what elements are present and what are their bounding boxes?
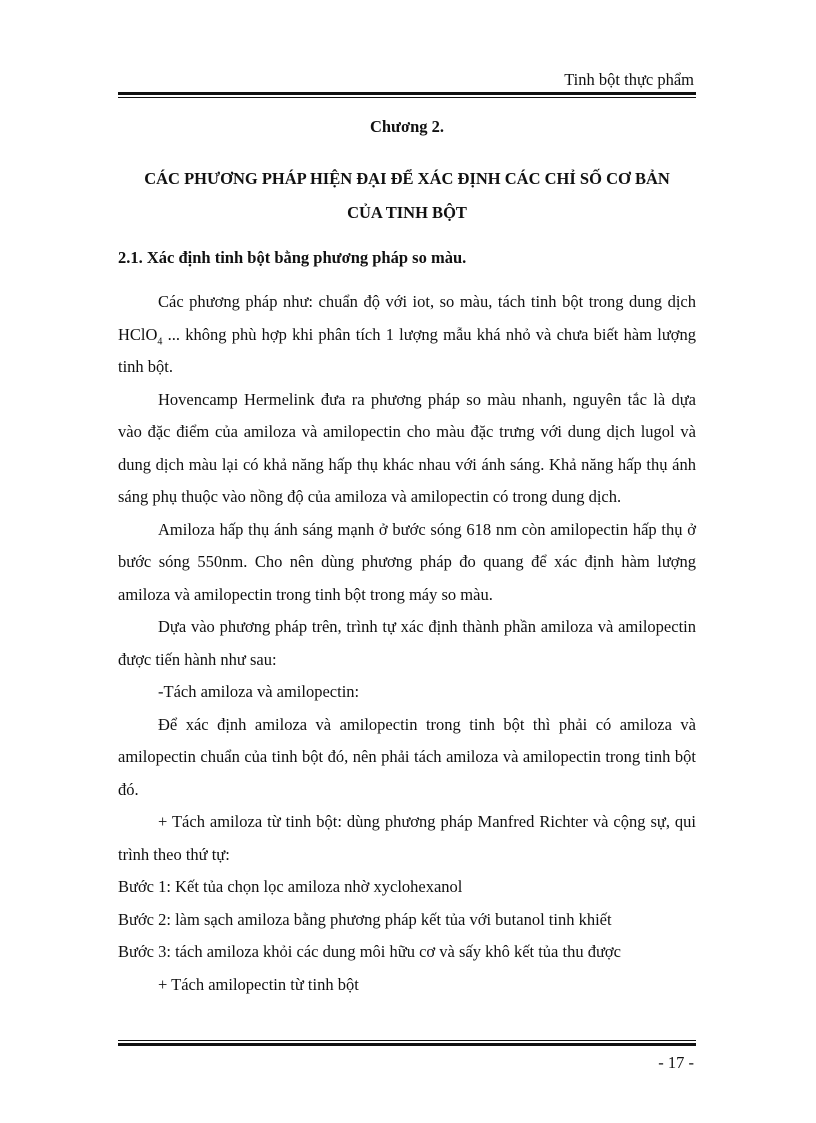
chapter-heading-line-1: CÁC PHƯƠNG PHÁP HIỆN ĐẠI ĐỂ XÁC ĐỊNH CÁC CHỈ SỐ CƠ BẢN [144,169,670,188]
section-title: 2.1. Xác định tinh bột bằng phương pháp so màu. [118,248,467,267]
chapter-heading [118,162,696,230]
paragraph-4: Dựa vào phương pháp trên, trình tự xác định thành phần amiloza và amilopectin được tiến hành như sau: [118,617,696,669]
paragraph-8: + Tách amilopectin từ tinh bột [158,974,359,994]
paragraph-6: Để xác định amiloza và amilopectin trong tinh bột thì phải có amiloza và amilopectin chuẩn của tinh bột đó, nên phải tách amiloza và amilopectin trong tinh bột đó. [118,714,696,799]
paragraph-1-part-a: Các phương pháp như: chuẩn độ với iot, so màu, tách tinh bột trong dung dịch HClO [118,292,696,344]
header-rule [118,92,696,98]
paragraph-1-part-b: ... không phù hợp khi phân tích 1 lượng mẫu khá nhỏ và chưa biết hàm lượng tinh bột. [118,324,696,376]
paragraph-3: Amiloza hấp thụ ánh sáng mạnh ở bước sóng 618 nm còn amilopectin hấp thụ ở bước sóng 550nm. Cho nên dùng phương pháp đo quang để xác định hàm lượng amiloza và amilopectin trong tinh bột trong máy so màu. [118,519,696,604]
step-2: Bước 2: làm sạch amiloza bằng phương pháp kết tủa với butanol tinh khiết [118,909,612,929]
page-number: - 17 - [658,1053,694,1072]
body-text [118,286,696,1001]
step-1: Bước 1: Kết tủa chọn lọc amiloza nhờ xyclohexanol [118,877,463,896]
subscript: 4 [157,335,163,347]
paragraph-7: + Tách amiloza từ tinh bột: dùng phương pháp Manfred Richter và cộng sự, qui trình theo thứ tự: [118,812,696,864]
footer-rule [118,1040,696,1046]
running-header: Tinh bột thực phẩm [564,70,694,89]
paragraph-1 [118,286,696,384]
paragraph-5: -Tách amiloza và amilopectin: [158,682,360,701]
chapter-label: Chương 2. [369,117,445,136]
chapter-heading-line-2: CỦA TINH BỘT [347,203,467,222]
step-3: Bước 3: tách amiloza khỏi các dung môi hữu cơ và sấy khô kết tủa thu được [118,942,621,961]
paragraph-2: Hovencamp Hermelink đưa ra phương pháp so màu nhanh, nguyên tắc là dựa vào đặc điểm của amiloza và amilopectin cho màu đặc trưng với dung dịch lugol và dung dịch màu lại có khả năng hấp thụ khác nhau với ánh sáng. Khả năng hấp thụ ánh sáng phụ thuộc vào nồng độ của amiloza và amilopectin có trong dung dịch. [118,389,696,506]
